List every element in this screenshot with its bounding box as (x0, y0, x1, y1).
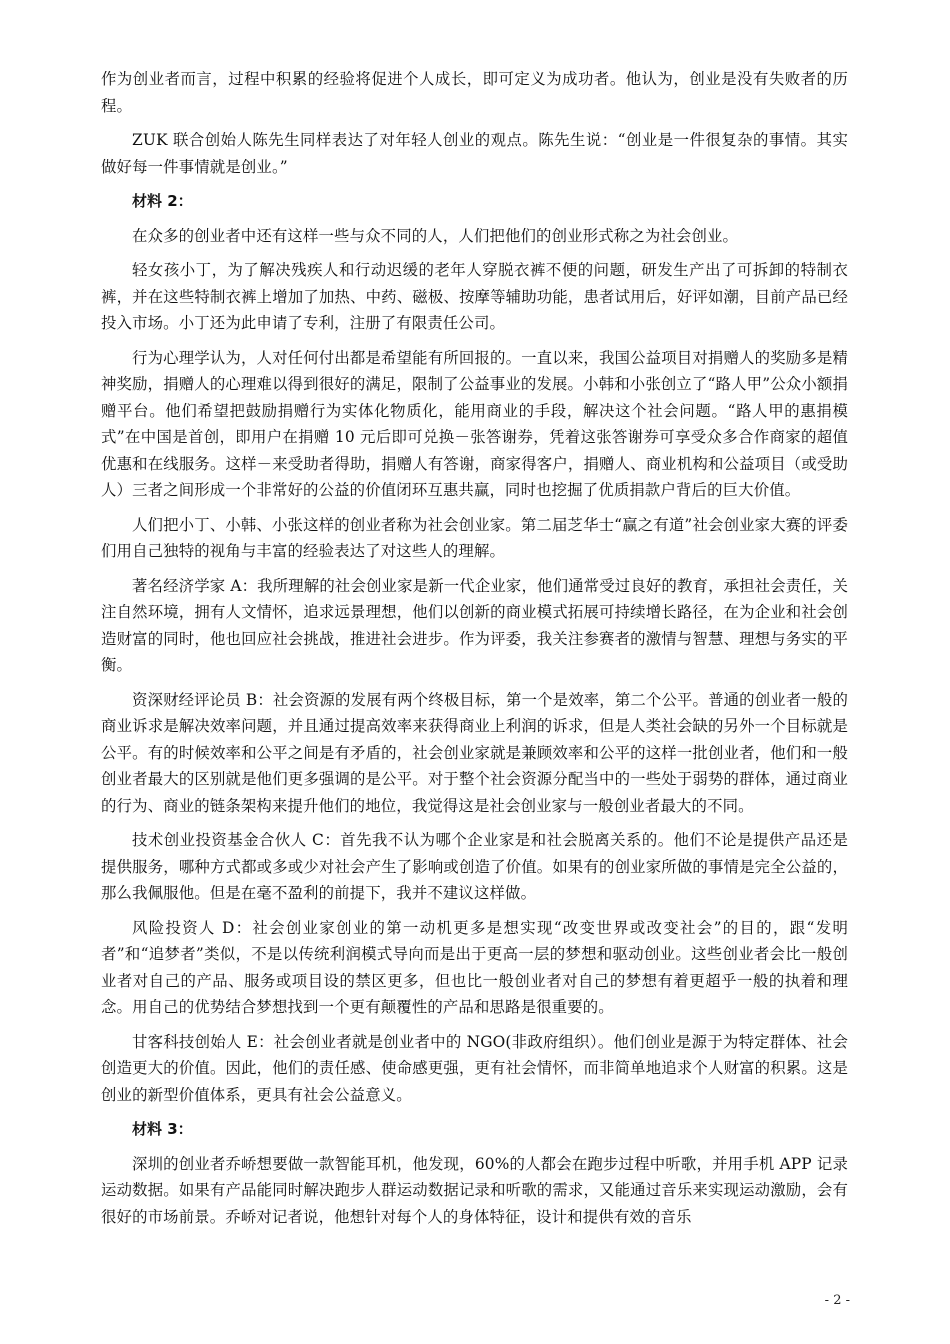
paragraph-founder-e: 甘客科技创始人 E：社会创业者就是创业者中的 NGO(非政府组织）。他们创业是源于为特定群体、社会创造更大的价值。因此，他们的责任感、使命感更强，更有社会情怀，而非简单地追求个人财富的积累。这是创业的新型价值体系，更具有社会公益意义。 (101, 1032, 848, 1104)
paragraph-social-entrepreneurship: 在众多的创业者中还有这样一些与众不同的人，人们把他们的创业形式称之为社会创业。 (132, 226, 739, 245)
paragraph-investor-d: 风险投资人 D：社会创业家创业的第一动机更多是想实现“改变世界或改变社会”的目的，跟“发明者”和“追梦者”类似，不是以传统利润模式导向而是出于更高一层的梦想和驱动创业。这些创业者会比一般创业者对自己的产品、服务或项目设的禁区更多，但也比一般创业者对自己的梦想有着更超乎一般的执着和理念。用自己的优势结合梦想找到一个更有颠覆性的产品和思路是很重要的。 (101, 918, 848, 1016)
document-body (101, 66, 848, 1238)
paragraph-behavioral-psychology: 行为心理学认为，人对任何付出都是希望能有所回报的。一直以来，我国公益项目对捐赠人的奖励多是精神奖励，捐赠人的心理难以得到很好的满足，限制了公益事业的发展。小韩和小张创立了“路人甲”公众小额捐赠平台。他们希望把鼓励捐赠行为实体化物质化，能用商业的手段，解决这个社会问题。“路人甲的惠捐模式”在中国是首创，即用户在捐赠 10 元后即可兑换－张答谢券，凭着这张答谢券可享受众多合作商家的超值优惠和在线服务。这样－来受助者得助，捐赠人有答谢，商家得客户，捐赠人、商业机构和公益项目（或受助人）三者之间形成一个非常好的公益的价值闭环互惠共赢，同时也挖掘了优质捐款户背后的巨大价值。 (101, 348, 848, 499)
paragraph-zuk: ZUK 联合创始人陈先生同样表达了对年轻人创业的观点。陈先生说：“创业是一件很复杂的事情。其实做好每一件事情就是创业。” (101, 131, 848, 176)
paragraph-qiaoqiao: 深圳的创业者乔峤想要做一款智能耳机，他发现，60%的人都会在跑步过程中听歌，并用手机 APP 记录运动数据。如果有产品能同时解决跑步人群运动数据记录和听歌的需求，又能通过音乐来实现运动激励，会有很好的市场前景。乔峤对记者说，他想针对每个人的身体特征，设计和提供有效的音乐 (101, 1154, 848, 1226)
paragraph-economist-a: 著名经济学家 A：我所理解的社会创业家是新一代企业家，他们通常受过良好的教育，承担社会责任，关注自然环境，拥有人文情怀，追求远景理想，他们以创新的商业模式拓展可持续增长路径，在为企业和社会创造财富的同时，他也回应社会挑战，推进社会进步。作为评委，我关注参赛者的激情与智慧、理想与务实的平衡。 (101, 576, 848, 674)
heading-material-2: 材料 2： (132, 192, 193, 210)
paragraph-continuation: 作为创业者而言，过程中积累的经验将促进个人成长，即可定义为成功者。他认为，创业是没有失败者的历程。 (101, 70, 848, 115)
paragraph-social-entrepreneurs: 人们把小丁、小韩、小张这样的创业者称为社会创业家。第二届芝华士“赢之有道”社会创业家大赛的评委们用自己独特的视角与丰富的经验表达了对这些人的理解。 (101, 515, 848, 560)
paragraph-commentator-b: 资深财经评论员 B：社会资源的发展有两个终极目标，第一个是效率，第二个公平。普通的创业者一般的商业诉求是解决效率问题，并且通过提高效率来获得商业上利润的诉求，但是人类社会缺的另外一个目标就是公平。有的时候效率和公平之间是有矛盾的，社会创业家就是兼顾效率和公平的这样一批创业者，他们和一般创业者最大的区别就是他们更多强调的是公平。对于整个社会资源分配当中的一些处于弱势的群体，通过商业的行为、商业的链条架构来提升他们的地位，我觉得这是社会创业家与一般创业者最大的不同。 (101, 690, 848, 815)
heading-material-3: 材料 3： (132, 1120, 193, 1138)
paragraph-partner-c: 技术创业投资基金合伙人 C：首先我不认为哪个企业家是和社会脱离关系的。他们不论是提供产品还是提供服务，哪种方式都或多或少对社会产生了影响或创造了价值。如果有的创业家所做的事情是完全公益的，那么我佩服他。但是在毫不盈利的前提下，我并不建议这样做。 (101, 831, 848, 902)
page-number: - 2 - (824, 1293, 850, 1308)
paragraph-xiaoding: 轻女孩小丁，为了解决残疾人和行动迟缓的老年人穿脱衣裤不便的问题，研发生产出了可拆卸的特制衣裤，并在这些特制衣裤上增加了加热、中药、磁极、按摩等辅助功能，患者试用后，好评如潮，目前产品已经投入市场。小丁还为此申请了专利，注册了有限责任公司。 (101, 261, 848, 332)
